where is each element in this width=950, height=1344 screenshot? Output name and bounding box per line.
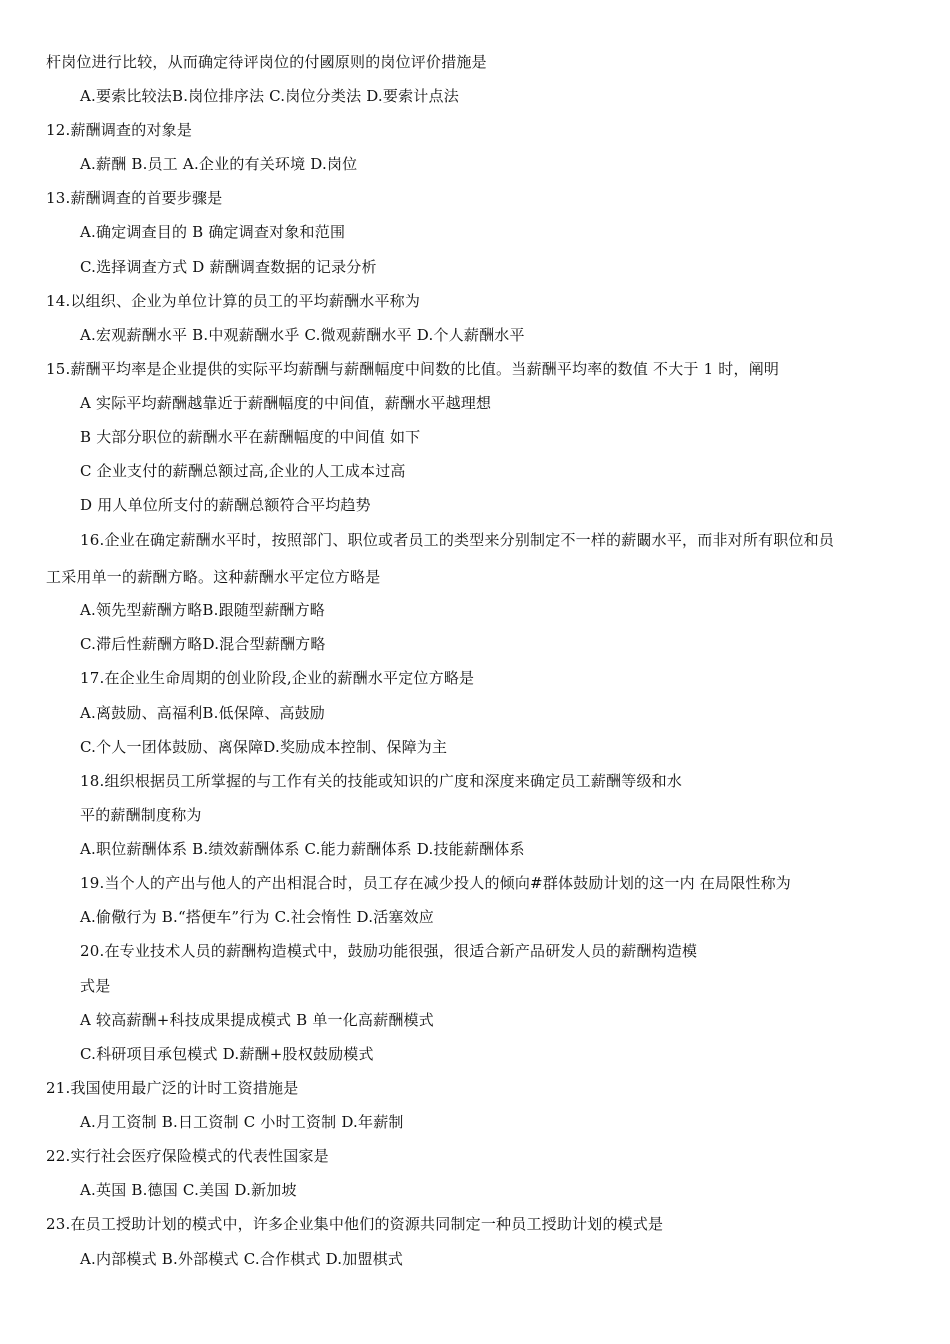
text-line-35: 23.在员工授助计划的模式中，许多企业集中他们的资源共同制定一种员工授助计划的模式是: [46, 1215, 664, 1233]
text-line-15: 16.企业在确定薪酬水平时，按照部门、职位或者员工的类型来分别制定不一样的薪闞水平，而非对所有职位和员: [80, 531, 835, 549]
text-line-20: A.离鼓励、高福利B.低保障、高鼓励: [80, 704, 325, 722]
text-line-8: 14.以组织、企业为单位计算的员工的平均薪酬水平称为: [46, 292, 421, 310]
text-line-6: A.确定调查目的 B 确定调查对象和范围: [80, 223, 346, 241]
text-line-2: A.要索比较法B.岗位排序法 C.岗位分类法 D.要索计点法: [80, 87, 459, 105]
text-line-16: 工采用单一的薪酬方略。这种薪酬水平定位方略是: [46, 568, 381, 586]
text-line-5: 13.薪酬调查的首要步骤是: [46, 189, 223, 207]
text-line-27: 20.在专业技术人员的薪酬构造模式中，鼓励功能很强，很适合新产品研发人员的薪酬构造模: [80, 942, 698, 960]
text-line-25: 19.当个人的产出与他人的产出相混合时，员工存在减少投人的倾向#群体鼓励计划的这一内 在局限性称为: [80, 874, 791, 892]
text-line-17: A.领先型薪酬方略B.跟随型薪酬方略: [80, 601, 325, 619]
text-line-22: 18.组织根据员工所掌握的与工作有关的技能或知识的广度和深度来确定员工薪酬等级和水: [80, 772, 683, 790]
text-line-7: C.选择调查方式 D 薪酬调查数据的记录分析: [80, 258, 377, 276]
text-line-3: 12.薪酬调查的对象是: [46, 121, 193, 139]
text-line-18: C.滞后性薪酬方略D.混合型薪酬方略: [80, 635, 326, 653]
text-line-31: 21.我国使用最广泛的计时工资措施是: [46, 1079, 299, 1097]
text-line-21: C.个人一团体鼓励、离保障D.奖励成本控制、保障为主: [80, 738, 448, 756]
text-line-14: D 用人单位所支付的薪酬总额符合平均趋势: [80, 496, 371, 514]
text-line-19: 17.在企业生命周期的创业阶段,企业的薪酬水平定位方略是: [80, 669, 475, 687]
text-line-23: 平的薪酬制度称为: [80, 806, 202, 824]
text-line-26: A.偷儆行为 B.“搭便车”行为 C.社会惰性 D.活塞效应: [80, 908, 435, 926]
text-line-32: A.月工资制 B.日工资制 C 小时工资制 D.年薪制: [80, 1113, 404, 1131]
text-line-11: A 实际平均薪酬越靠近于薪酬幅度的中间值，薪酬水平越理想: [80, 394, 492, 412]
text-line-28: 式是: [80, 977, 111, 995]
text-line-34: A.英国 B.德国 C.美国 D.新加坡: [80, 1181, 297, 1199]
text-line-12: B 大部分职位的薪酬水平在薪酬幅度的中间值 如下: [80, 428, 421, 446]
text-line-13: C 企业支付的薪酬总额过高,企业的人工成本过高: [80, 462, 406, 480]
text-line-30: C.科研项目承包模式 D.薪酬+股权鼓励模式: [80, 1045, 374, 1063]
text-line-36: A.内部模式 B.外部模式 C.合作棋式 D.加盟棋式: [80, 1250, 404, 1268]
text-line-9: A.宏观薪酬水平 B.中观薪酬水乎 C.微观薪酬水平 D.个人薪酬水平: [80, 326, 525, 344]
text-line-24: A.职位薪酬体系 B.绩效薪酬体系 C.能力薪酬体系 D.技能薪酬体系: [80, 840, 525, 858]
text-line-29: A 较高薪酬+科技成果提成模式 B 单一化高薪酬模式: [80, 1011, 434, 1029]
text-line-1: 杆岗位进行比较，从而确定待评岗位的付國原则的岗位评价措施是: [46, 53, 487, 71]
text-line-4: A.薪酬 B.员工 A.企业的有关环境 D.岗位: [80, 155, 358, 173]
text-line-33: 22.实行社会医疗保险模式的代表性国家是: [46, 1147, 329, 1165]
text-line-10: 15.薪酬平均率是企业提供的实际平均薪酬与薪酬幅度中间数的比值。当薪酬平均率的数值 不大于 1 时，阐明: [46, 360, 780, 378]
